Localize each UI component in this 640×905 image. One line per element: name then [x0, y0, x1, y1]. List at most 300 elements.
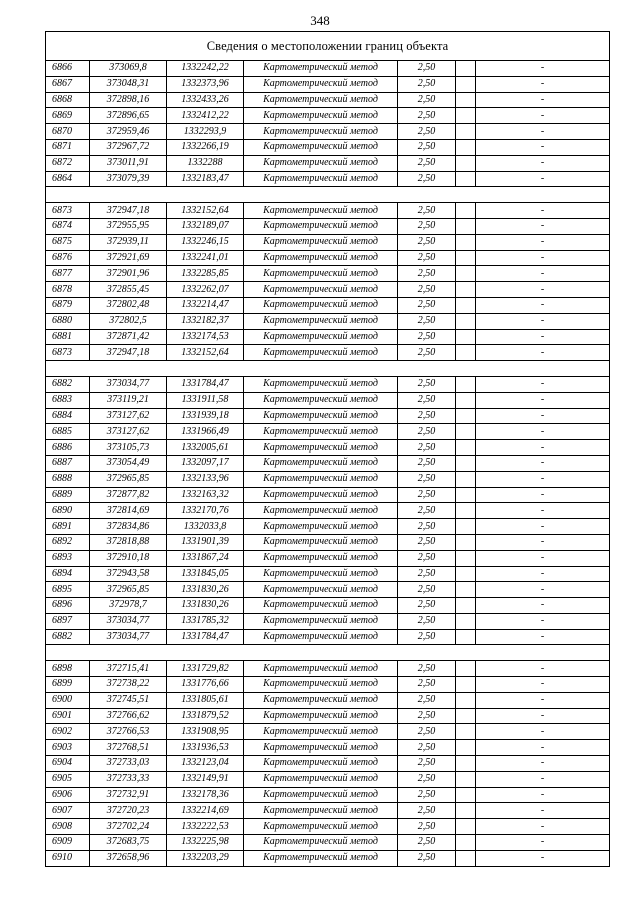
group-separator-row [46, 645, 610, 661]
empty-cell [456, 392, 476, 408]
description-cell: - [476, 566, 610, 582]
method-cell: Картометрический метод [244, 819, 398, 835]
empty-cell [456, 329, 476, 345]
description-cell: - [476, 424, 610, 440]
empty-cell [456, 124, 476, 140]
coord-x: 372947,18 [90, 203, 167, 219]
accuracy-cell: 2,50 [398, 550, 456, 566]
empty-cell [456, 613, 476, 629]
point-number: 6910 [46, 850, 90, 866]
point-number: 6876 [46, 250, 90, 266]
empty-cell [456, 376, 476, 392]
coord-y: 1332266,19 [167, 139, 244, 155]
coord-x: 373127,62 [90, 408, 167, 424]
coord-x: 372965,85 [90, 471, 167, 487]
accuracy-cell: 2,50 [398, 124, 456, 140]
accuracy-cell: 2,50 [398, 376, 456, 392]
table-row [46, 108, 610, 124]
table-row [46, 440, 610, 456]
description-cell: - [476, 250, 610, 266]
accuracy-cell: 2,50 [398, 171, 456, 187]
empty-cell [456, 203, 476, 219]
point-number: 6864 [46, 171, 90, 187]
accuracy-cell: 2,50 [398, 329, 456, 345]
description-cell: - [476, 218, 610, 234]
table-row [46, 692, 610, 708]
point-number: 6884 [46, 408, 90, 424]
coord-y: 1332178,36 [167, 787, 244, 803]
method-cell: Картометрический метод [244, 424, 398, 440]
table-row [46, 724, 610, 740]
coord-x: 372978,7 [90, 598, 167, 614]
point-number: 6867 [46, 76, 90, 92]
empty-cell [456, 424, 476, 440]
coord-y: 1332225,98 [167, 835, 244, 851]
point-number: 6902 [46, 724, 90, 740]
point-number: 6874 [46, 218, 90, 234]
accuracy-cell: 2,50 [398, 835, 456, 851]
table-row [46, 550, 610, 566]
table-row [46, 61, 610, 77]
coord-x: 373034,77 [90, 629, 167, 645]
coord-y: 1332189,07 [167, 218, 244, 234]
coord-y: 1332163,32 [167, 487, 244, 503]
description-cell: - [476, 534, 610, 550]
table-row [46, 234, 610, 250]
empty-cell [456, 61, 476, 77]
point-number: 6903 [46, 740, 90, 756]
description-cell: - [476, 819, 610, 835]
description-cell: - [476, 313, 610, 329]
coord-x: 372802,48 [90, 297, 167, 313]
coord-y: 1332133,96 [167, 471, 244, 487]
method-cell: Картометрический метод [244, 850, 398, 866]
point-number: 6897 [46, 613, 90, 629]
coord-y: 1332033,8 [167, 519, 244, 535]
table-row [46, 313, 610, 329]
coord-x: 372733,33 [90, 771, 167, 787]
empty-cell [456, 76, 476, 92]
coord-y: 1331776,66 [167, 677, 244, 693]
method-cell: Картометрический метод [244, 218, 398, 234]
coord-x: 372733,03 [90, 756, 167, 772]
empty-cell [456, 266, 476, 282]
accuracy-cell: 2,50 [398, 629, 456, 645]
description-cell: - [476, 519, 610, 535]
coord-y: 1332288 [167, 155, 244, 171]
method-cell: Картометрический метод [244, 787, 398, 803]
empty-cell [456, 155, 476, 171]
description-cell: - [476, 471, 610, 487]
coord-y: 1331784,47 [167, 629, 244, 645]
coord-x: 373011,91 [90, 155, 167, 171]
description-cell: - [476, 61, 610, 77]
coord-y: 1331784,47 [167, 376, 244, 392]
table-row [46, 756, 610, 772]
empty-cell [456, 740, 476, 756]
point-number: 6878 [46, 282, 90, 298]
group-separator-cell [46, 645, 610, 661]
coord-x: 372745,51 [90, 692, 167, 708]
method-cell: Картометрический метод [244, 92, 398, 108]
coord-y: 1332005,61 [167, 440, 244, 456]
point-number: 6894 [46, 566, 90, 582]
method-cell: Картометрический метод [244, 708, 398, 724]
empty-cell [456, 534, 476, 550]
point-number: 6893 [46, 550, 90, 566]
table-row [46, 218, 610, 234]
accuracy-cell: 2,50 [398, 534, 456, 550]
empty-cell [456, 850, 476, 866]
description-cell: - [476, 297, 610, 313]
coord-y: 1331936,53 [167, 740, 244, 756]
point-number: 6904 [46, 756, 90, 772]
description-cell: - [476, 108, 610, 124]
description-cell: - [476, 503, 610, 519]
description-cell: - [476, 408, 610, 424]
accuracy-cell: 2,50 [398, 471, 456, 487]
table-row [46, 124, 610, 140]
table-row [46, 803, 610, 819]
description-cell: - [476, 440, 610, 456]
description-cell: - [476, 124, 610, 140]
accuracy-cell: 2,50 [398, 756, 456, 772]
coord-y: 1332170,76 [167, 503, 244, 519]
coord-y: 1332214,47 [167, 297, 244, 313]
coord-y: 1331805,61 [167, 692, 244, 708]
coord-y: 1332214,69 [167, 803, 244, 819]
description-cell: - [476, 803, 610, 819]
description-cell: - [476, 708, 610, 724]
coord-y: 1332182,37 [167, 313, 244, 329]
description-cell: - [476, 613, 610, 629]
coord-x: 372943,58 [90, 566, 167, 582]
accuracy-cell: 2,50 [398, 850, 456, 866]
coord-x: 373054,49 [90, 455, 167, 471]
empty-cell [456, 218, 476, 234]
empty-cell [456, 598, 476, 614]
description-cell: - [476, 345, 610, 361]
empty-cell [456, 313, 476, 329]
coord-x: 372732,91 [90, 787, 167, 803]
point-number: 6889 [46, 487, 90, 503]
description-cell: - [476, 835, 610, 851]
group-separator-row [46, 187, 610, 203]
accuracy-cell: 2,50 [398, 692, 456, 708]
method-cell: Картометрический метод [244, 345, 398, 361]
method-cell: Картометрический метод [244, 440, 398, 456]
method-cell: Картометрический метод [244, 613, 398, 629]
accuracy-cell: 2,50 [398, 218, 456, 234]
table-row [46, 835, 610, 851]
coord-x: 372855,45 [90, 282, 167, 298]
page-number: 348 [310, 13, 330, 28]
accuracy-cell: 2,50 [398, 503, 456, 519]
accuracy-cell: 2,50 [398, 613, 456, 629]
table-row [46, 534, 610, 550]
coord-y: 1331879,52 [167, 708, 244, 724]
point-number: 6895 [46, 582, 90, 598]
accuracy-cell: 2,50 [398, 76, 456, 92]
accuracy-cell: 2,50 [398, 598, 456, 614]
coord-y: 1331908,95 [167, 724, 244, 740]
table-row [46, 408, 610, 424]
method-cell: Картометрический метод [244, 503, 398, 519]
method-cell: Картометрический метод [244, 582, 398, 598]
description-cell: - [476, 171, 610, 187]
method-cell: Картометрический метод [244, 455, 398, 471]
coord-x: 372658,96 [90, 850, 167, 866]
point-number: 6873 [46, 203, 90, 219]
coord-x: 372766,53 [90, 724, 167, 740]
point-number: 6870 [46, 124, 90, 140]
method-cell: Картометрический метод [244, 282, 398, 298]
coord-y: 1331911,58 [167, 392, 244, 408]
table-row [46, 629, 610, 645]
description-cell: - [476, 771, 610, 787]
empty-cell [456, 297, 476, 313]
description-cell: - [476, 692, 610, 708]
method-cell: Картометрический метод [244, 76, 398, 92]
description-cell: - [476, 661, 610, 677]
coord-x: 372939,11 [90, 234, 167, 250]
point-number: 6887 [46, 455, 90, 471]
empty-cell [456, 519, 476, 535]
description-cell: - [476, 329, 610, 345]
point-number: 6873 [46, 345, 90, 361]
coord-x: 372921,69 [90, 250, 167, 266]
table-row [46, 677, 610, 693]
accuracy-cell: 2,50 [398, 519, 456, 535]
point-number: 6879 [46, 297, 90, 313]
point-number: 6883 [46, 392, 90, 408]
accuracy-cell: 2,50 [398, 487, 456, 503]
accuracy-cell: 2,50 [398, 155, 456, 171]
method-cell: Картометрический метод [244, 139, 398, 155]
point-number: 6886 [46, 440, 90, 456]
point-number: 6869 [46, 108, 90, 124]
point-number: 6875 [46, 234, 90, 250]
description-cell: - [476, 392, 610, 408]
point-number: 6871 [46, 139, 90, 155]
empty-cell [456, 787, 476, 803]
accuracy-cell: 2,50 [398, 139, 456, 155]
description-cell: - [476, 740, 610, 756]
description-cell: - [476, 455, 610, 471]
description-cell: - [476, 487, 610, 503]
accuracy-cell: 2,50 [398, 566, 456, 582]
coord-y: 1331939,18 [167, 408, 244, 424]
point-number: 6896 [46, 598, 90, 614]
method-cell: Картометрический метод [244, 203, 398, 219]
coord-x: 372738,22 [90, 677, 167, 693]
point-number: 6899 [46, 677, 90, 693]
coord-y: 1332241,01 [167, 250, 244, 266]
table-row [46, 661, 610, 677]
accuracy-cell: 2,50 [398, 440, 456, 456]
point-number: 6868 [46, 92, 90, 108]
table-row [46, 424, 610, 440]
coord-y: 1331830,26 [167, 582, 244, 598]
empty-cell [456, 487, 476, 503]
method-cell: Картометрический метод [244, 487, 398, 503]
description-cell: - [476, 155, 610, 171]
accuracy-cell: 2,50 [398, 724, 456, 740]
accuracy-cell: 2,50 [398, 250, 456, 266]
table-row [46, 92, 610, 108]
method-cell: Картометрический метод [244, 629, 398, 645]
point-number: 6885 [46, 424, 90, 440]
coord-y: 1332373,96 [167, 76, 244, 92]
empty-cell [456, 629, 476, 645]
description-cell: - [476, 92, 610, 108]
accuracy-cell: 2,50 [398, 313, 456, 329]
accuracy-cell: 2,50 [398, 455, 456, 471]
coord-x: 372910,18 [90, 550, 167, 566]
description-cell: - [476, 629, 610, 645]
empty-cell [456, 440, 476, 456]
coord-y: 1332097,17 [167, 455, 244, 471]
point-number: 6890 [46, 503, 90, 519]
table-row [46, 787, 610, 803]
point-number: 6866 [46, 61, 90, 77]
empty-cell [456, 108, 476, 124]
method-cell: Картометрический метод [244, 756, 398, 772]
description-cell: - [476, 850, 610, 866]
description-cell: - [476, 376, 610, 392]
empty-cell [456, 835, 476, 851]
table-row [46, 598, 610, 614]
empty-cell [456, 471, 476, 487]
coord-x: 372901,96 [90, 266, 167, 282]
coord-x: 372766,62 [90, 708, 167, 724]
description-cell: - [476, 787, 610, 803]
group-separator-cell [46, 187, 610, 203]
table-title-row [46, 32, 610, 61]
empty-cell [456, 503, 476, 519]
accuracy-cell: 2,50 [398, 392, 456, 408]
coord-x: 372715,41 [90, 661, 167, 677]
coord-x: 372877,82 [90, 487, 167, 503]
empty-cell [456, 661, 476, 677]
coord-x: 372720,23 [90, 803, 167, 819]
point-number: 6900 [46, 692, 90, 708]
coord-x: 373079,39 [90, 171, 167, 187]
empty-cell [456, 756, 476, 772]
coord-y: 1332222,53 [167, 819, 244, 835]
table-row [46, 329, 610, 345]
empty-cell [456, 171, 476, 187]
point-number: 6906 [46, 787, 90, 803]
coord-y: 1332174,53 [167, 329, 244, 345]
accuracy-cell: 2,50 [398, 61, 456, 77]
table-row [46, 250, 610, 266]
coord-x: 372967,72 [90, 139, 167, 155]
coord-y: 1332152,64 [167, 345, 244, 361]
empty-cell [456, 771, 476, 787]
accuracy-cell: 2,50 [398, 297, 456, 313]
accuracy-cell: 2,50 [398, 740, 456, 756]
empty-cell [456, 139, 476, 155]
coord-y: 1331785,32 [167, 613, 244, 629]
method-cell: Картометрический метод [244, 677, 398, 693]
table-row [46, 819, 610, 835]
coord-x: 373069,8 [90, 61, 167, 77]
accuracy-cell: 2,50 [398, 582, 456, 598]
method-cell: Картометрический метод [244, 835, 398, 851]
description-cell: - [476, 598, 610, 614]
accuracy-cell: 2,50 [398, 787, 456, 803]
coord-x: 372896,65 [90, 108, 167, 124]
point-number: 6898 [46, 661, 90, 677]
empty-cell [456, 677, 476, 693]
description-cell: - [476, 234, 610, 250]
table-row [46, 455, 610, 471]
coord-y: 1332242,22 [167, 61, 244, 77]
empty-cell [456, 550, 476, 566]
empty-cell [456, 455, 476, 471]
method-cell: Картометрический метод [244, 171, 398, 187]
empty-cell [456, 819, 476, 835]
description-cell: - [476, 76, 610, 92]
method-cell: Картометрический метод [244, 266, 398, 282]
table-row [46, 203, 610, 219]
method-cell: Картометрический метод [244, 724, 398, 740]
method-cell: Картометрический метод [244, 108, 398, 124]
point-number: 6909 [46, 835, 90, 851]
empty-cell [456, 724, 476, 740]
coord-x: 373034,77 [90, 613, 167, 629]
coord-y: 1331845,05 [167, 566, 244, 582]
coord-x: 372768,51 [90, 740, 167, 756]
point-number: 6888 [46, 471, 90, 487]
accuracy-cell: 2,50 [398, 266, 456, 282]
description-cell: - [476, 756, 610, 772]
accuracy-cell: 2,50 [398, 408, 456, 424]
empty-cell [456, 282, 476, 298]
method-cell: Картометрический метод [244, 408, 398, 424]
accuracy-cell: 2,50 [398, 282, 456, 298]
empty-cell [456, 234, 476, 250]
method-cell: Картометрический метод [244, 534, 398, 550]
accuracy-cell: 2,50 [398, 819, 456, 835]
table-row [46, 487, 610, 503]
table-row [46, 613, 610, 629]
accuracy-cell: 2,50 [398, 92, 456, 108]
method-cell: Картометрический метод [244, 661, 398, 677]
accuracy-cell: 2,50 [398, 677, 456, 693]
method-cell: Картометрический метод [244, 771, 398, 787]
table-row [46, 171, 610, 187]
coord-x: 373127,62 [90, 424, 167, 440]
method-cell: Картометрический метод [244, 250, 398, 266]
coord-y: 1331830,26 [167, 598, 244, 614]
method-cell: Картометрический метод [244, 124, 398, 140]
table-row [46, 266, 610, 282]
table-row [46, 771, 610, 787]
coord-x: 372871,42 [90, 329, 167, 345]
method-cell: Картометрический метод [244, 471, 398, 487]
table-row [46, 471, 610, 487]
table-row [46, 76, 610, 92]
coord-x: 372702,24 [90, 819, 167, 835]
coord-y: 1332203,29 [167, 850, 244, 866]
table-row [46, 345, 610, 361]
description-cell: - [476, 677, 610, 693]
empty-cell [456, 803, 476, 819]
coord-y: 1332123,04 [167, 756, 244, 772]
description-cell: - [476, 582, 610, 598]
